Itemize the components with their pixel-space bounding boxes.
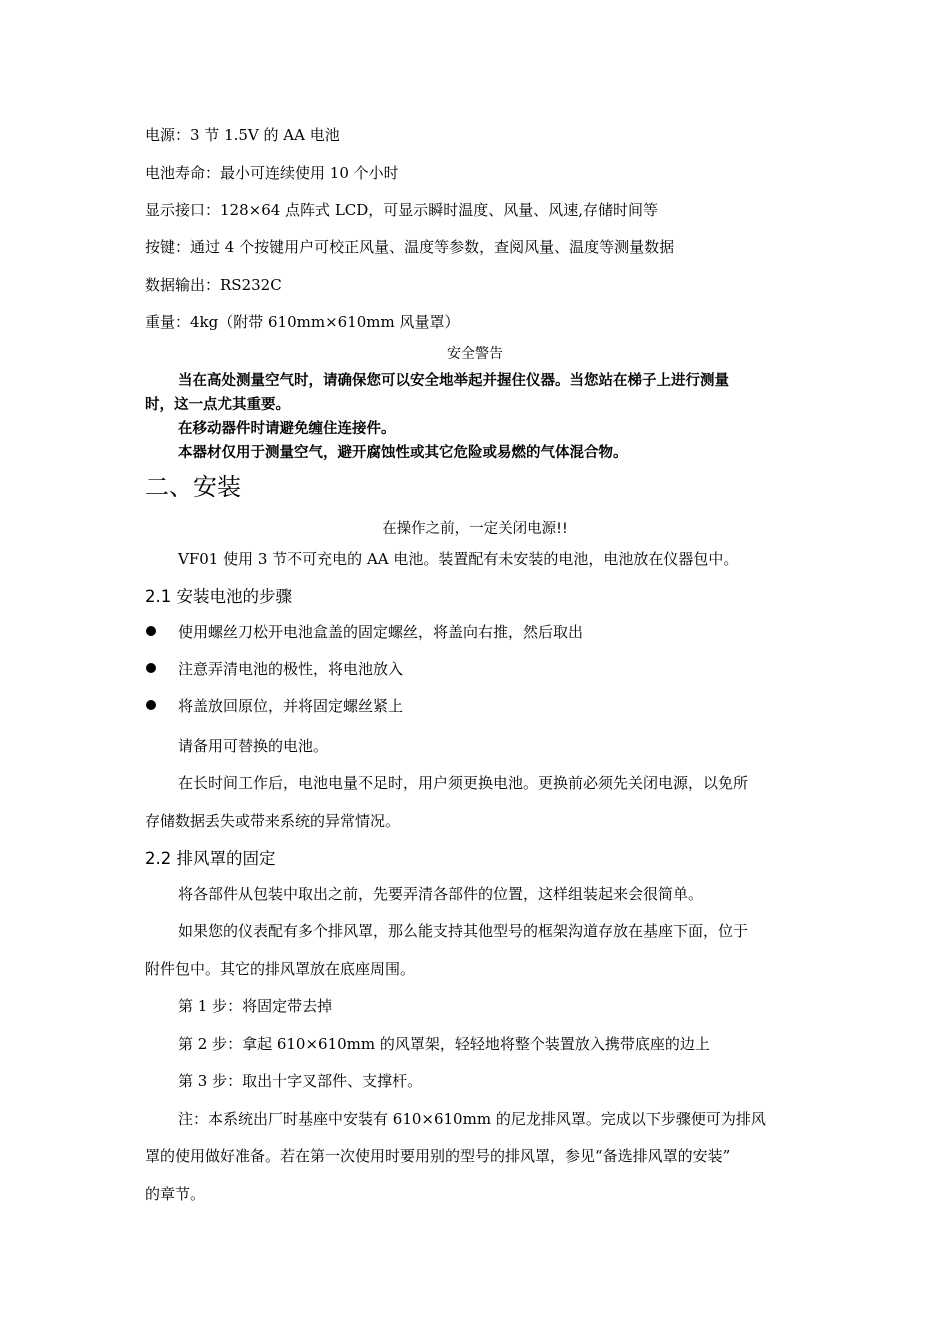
install-note-line-1: 注：本系统出厂时基座中安装有 610×610mm 的尼龙排风罩。完成以下步骤便可为排风 <box>178 1110 766 1128</box>
safety-paragraph-1-line-1: 当在高处测量空气时，请确保您可以安全地举起并握住仪器。当您站在梯子上进行测量 <box>178 373 729 389</box>
safety-paragraph-1-line-2: 时，这一点尤其重要。 <box>145 397 290 413</box>
battery-replace-line-1: 在长时间工作后，电池电量不足时，用户须更换电池。更换前必须先关闭电源，以免所 <box>178 774 749 792</box>
hoods-paragraph-line-1: 如果您的仪表配有多个排风罩，那么能支持其他型号的框架沟道存放在基座下面，位于 <box>178 922 749 940</box>
section-intro: VF01 使用 3 节不可充电的 AA 电池。装置配有未安装的电池，电池放在仪器包中。 <box>178 550 739 568</box>
spec-battery-life: 电池寿命：最小可连续使用 10 个小时 <box>145 164 399 182</box>
spec-power: 电源：3 节 1.5V 的 AA 电池 <box>145 126 340 144</box>
step-3: 第 3 步：取出十字叉部件、支撑杆。 <box>178 1072 423 1090</box>
step-1: 第 1 步：将固定带去掉 <box>178 997 333 1015</box>
bullet-dot <box>146 626 156 636</box>
safety-paragraph-3: 本器材仅用于测量空气，避开腐蚀性或其它危险或易燃的气体混合物。 <box>178 445 628 461</box>
spare-battery-note: 请备用可替换的电池。 <box>178 737 329 755</box>
section-heading: 二、安装 <box>145 473 241 501</box>
bullet-item: 将盖放回原位，并将固定螺丝紧上 <box>178 697 404 715</box>
power-off-notice: 在操作之前，一定关闭电源!! <box>382 521 568 537</box>
subsection-heading-2-1: 2.1 安装电池的步骤 <box>145 587 292 606</box>
bullet-item: 注意弄清电池的极性，将电池放入 <box>178 660 404 678</box>
spec-display: 显示接口：128×64 点阵式 LCD，可显示瞬时温度、风量、风速,存储时间等 <box>145 201 659 219</box>
spec-keys: 按键：通过 4 个按键用户可校正风量、温度等参数，查阅风量、温度等测量数据 <box>145 238 675 256</box>
spec-data-output: 数据输出：RS232C <box>145 276 282 294</box>
install-note-line-2: 罩的使用做好准备。若在第一次使用时要用别的型号的排风罩，参见“备选排风罩的安装” <box>145 1147 731 1165</box>
bullet-item: 使用螺丝刀松开电池盒盖的固定螺丝，将盖向右推，然后取出 <box>178 623 584 641</box>
subsection-heading-2-2: 2.2 排风罩的固定 <box>145 849 276 868</box>
step-2: 第 2 步：拿起 610×610mm 的风罩架，轻轻地将整个装置放入携带底座的边上 <box>178 1035 710 1053</box>
safety-title: 安全警告 <box>447 346 503 362</box>
spec-weight: 重量：4kg（附带 610mm×610mm 风量罩） <box>145 313 460 331</box>
hoods-paragraph-line-2: 附件包中。其它的排风罩放在底座周围。 <box>145 960 416 978</box>
safety-paragraph-2: 在移动器件时请避免缠住连接件。 <box>178 421 396 437</box>
bullet-dot <box>146 700 156 710</box>
battery-replace-line-2: 存储数据丢失或带来系统的异常情况。 <box>145 812 401 830</box>
bullet-dot <box>146 663 156 673</box>
unpack-paragraph: 将各部件从包装中取出之前，先要弄清各部件的位置，这样组装起来会很简单。 <box>178 885 704 903</box>
install-note-line-3: 的章节。 <box>145 1185 206 1203</box>
